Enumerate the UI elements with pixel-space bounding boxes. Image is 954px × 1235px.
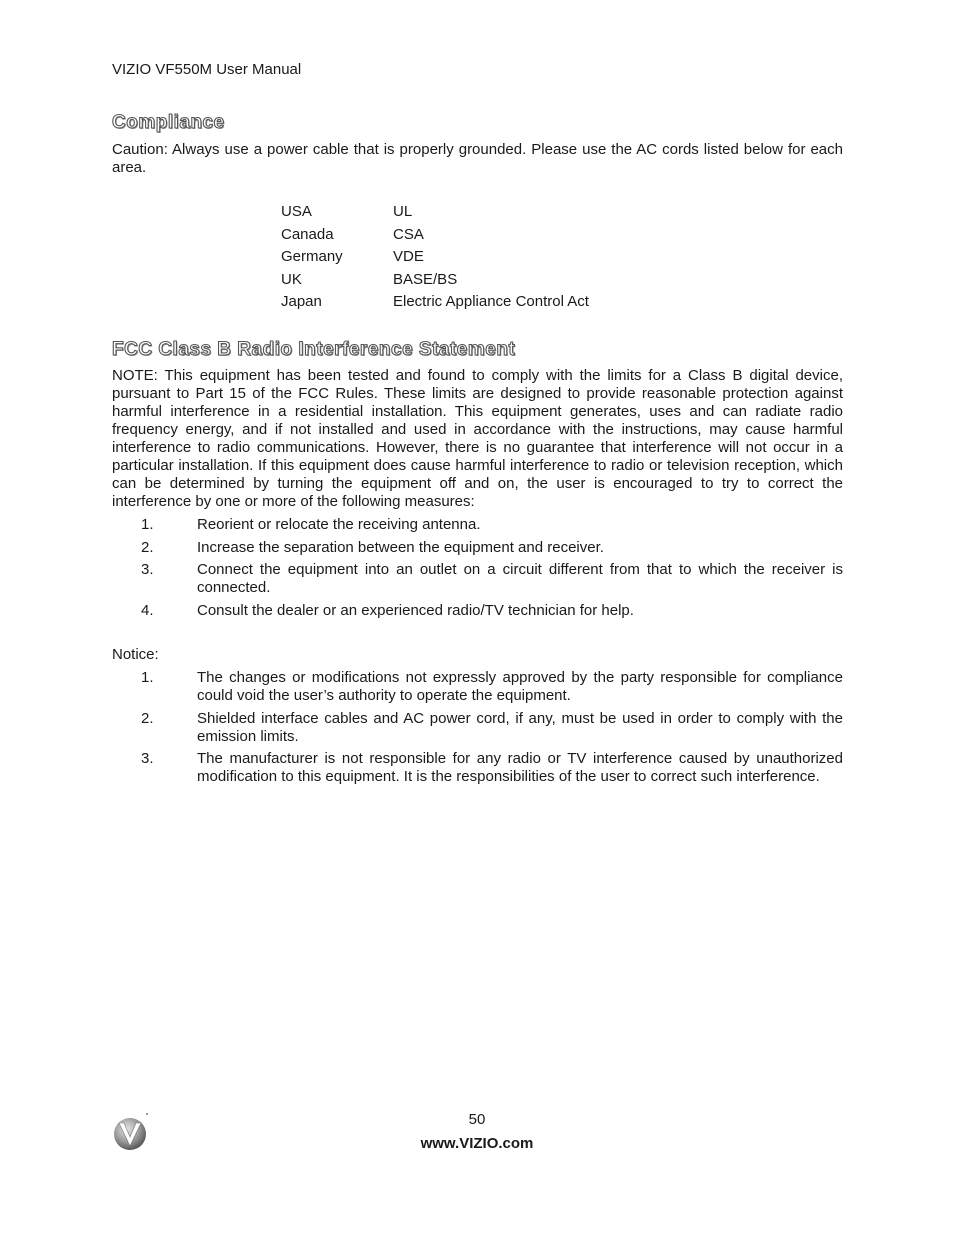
footer-url[interactable]: www.VIZIO.com	[420, 1135, 534, 1152]
measures-list	[112, 516, 843, 624]
list-item	[112, 602, 843, 620]
fcc-note-paragraph: NOTE: This equipment has been tested and found to comply with the limits for a Class B digital device, pursuant to Part 15 of the FCC Rules. These limits are designed to provide reasonable protection against harmful interference in a residential installation. This equipment generates, uses and can radiate radio frequency energy, and if not installed and used in accordance with the instructions, may cause harmful interference to radio communications. However, there is no guarantee that interference will not occur in a particular installation. If this equipment does cause harmful interference to radio or television reception, which can be determined by turning the equipment off and on, the user is encouraged to try to correct the interference by one or more of the following measures:	[112, 367, 843, 510]
list-item	[112, 750, 843, 786]
list-number: 2.	[141, 709, 154, 727]
list-text: Connect the equipment into an outlet on a circuit different from that to which the receiver is connected.	[197, 561, 843, 596]
list-item	[112, 539, 843, 557]
cord-standard: BASE/BS	[393, 270, 458, 288]
list-text: Shielded interface cables and AC power cord, if any, must be used in order to comply with the emission limits.	[197, 709, 843, 745]
cord-country: UK	[281, 270, 302, 288]
list-item	[112, 669, 843, 705]
list-text: The changes or modifications not expressly approved by the party responsible for compliance could void the user’s authority to operate the equipment.	[197, 669, 843, 704]
running-header: VIZIO VF550M User Manual	[112, 61, 302, 78]
list-text: Consult the dealer or an experienced radio/TV technician for help.	[197, 601, 634, 619]
notice-list	[112, 669, 843, 791]
list-text: Increase the separation between the equipment and receiver.	[197, 538, 604, 556]
ac-cord-table	[281, 203, 589, 316]
page-number: 50	[468, 1111, 486, 1128]
notice-label: Notice:	[112, 646, 159, 663]
cord-standard: CSA	[393, 225, 424, 243]
cord-standard: UL	[393, 203, 413, 220]
cord-row	[281, 248, 589, 271]
list-number: 1.	[141, 516, 154, 533]
list-text: Reorient or relocate the receiving antenna.	[197, 516, 481, 533]
list-number: 2.	[141, 538, 154, 556]
list-number: 4.	[141, 601, 154, 619]
list-text: The manufacturer is not responsible for any radio or TV interference caused by unauthorized modification to this equipment. It is the responsibilities of the user to correct such interference.	[197, 750, 843, 785]
list-number: 3.	[141, 561, 154, 578]
caution-paragraph: Caution: Always use a power cable that is properly grounded. Please use the AC cords listed below for each area.	[112, 141, 843, 176]
list-number: 1.	[141, 669, 154, 686]
list-item	[112, 710, 843, 746]
cord-standard: VDE	[393, 248, 424, 266]
cord-row	[281, 226, 589, 249]
list-item	[112, 561, 843, 597]
cord-row	[281, 293, 589, 316]
cord-country: Canada	[281, 225, 334, 243]
cord-standard: Electric Appliance Control Act	[393, 293, 589, 311]
compliance-heading: Compliance	[112, 112, 225, 133]
cord-country: Germany	[281, 248, 343, 266]
list-item	[112, 516, 843, 534]
cord-row	[281, 203, 589, 226]
fcc-heading: FCC Class B Radio Interference Statement	[112, 339, 516, 360]
cord-country: Japan	[281, 293, 322, 311]
list-number: 3.	[141, 750, 154, 767]
cord-row	[281, 271, 589, 294]
cord-country: USA	[281, 203, 312, 220]
